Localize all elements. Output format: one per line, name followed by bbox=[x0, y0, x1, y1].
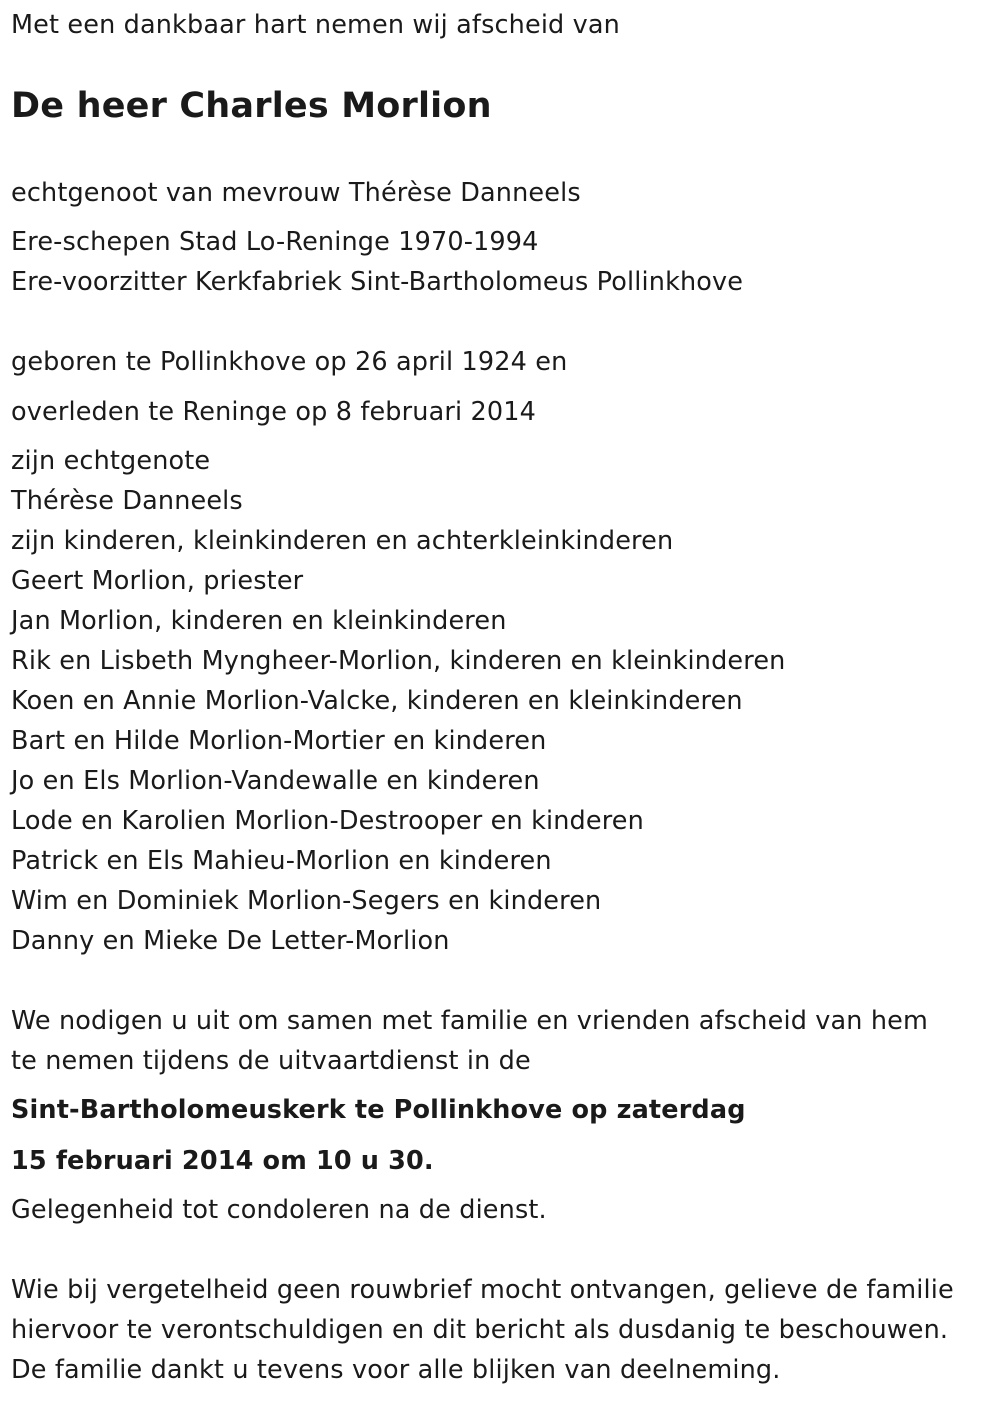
closing-line: hiervoor te verontschuldigen en dit bericht als dusdanig te beschouwen. bbox=[11, 1315, 949, 1345]
service-time: 15 februari 2014 om 10 u 30. bbox=[11, 1146, 434, 1176]
family-line: Bart en Hilde Morlion-Mortier en kinderen bbox=[11, 726, 547, 756]
family-line: Rik en Lisbeth Myngheer-Morlion, kinderen en kleinkinderen bbox=[11, 646, 786, 676]
family-line: Wim en Dominiek Morlion-Segers en kinderen bbox=[11, 886, 602, 916]
deceased-name: De heer Charles Morlion bbox=[11, 86, 492, 126]
family-line: Danny en Mieke De Letter-Morlion bbox=[11, 926, 450, 956]
closing-line: Wie bij vergetelheid geen rouwbrief mocht ontvangen, gelieve de familie bbox=[11, 1275, 954, 1305]
family-line: Patrick en Els Mahieu-Morlion en kinderen bbox=[11, 846, 552, 876]
condolences-line: Gelegenheid tot condoleren na de dienst. bbox=[11, 1195, 547, 1225]
family-line: Koen en Annie Morlion-Valcke, kinderen en kleinkinderen bbox=[11, 686, 743, 716]
intro-text: Met een dankbaar hart nemen wij afscheid van bbox=[11, 10, 620, 40]
closing-line: De familie dankt u tevens voor alle blijken van deelneming. bbox=[11, 1355, 781, 1385]
family-line: Geert Morlion, priester bbox=[11, 566, 304, 596]
invitation-line: We nodigen u uit om samen met familie en vrienden afscheid van hem bbox=[11, 1006, 929, 1036]
family-line: zijn kinderen, kleinkinderen en achterkleinkinderen bbox=[11, 526, 674, 556]
spouse-line: echtgenoot van mevrouw Thérèse Danneels bbox=[11, 178, 581, 208]
family-line: Lode en Karolien Morlion-Destrooper en kinderen bbox=[11, 806, 644, 836]
family-line: Thérèse Danneels bbox=[11, 486, 243, 516]
birth-line: geboren te Pollinkhove op 26 april 1924 en bbox=[11, 347, 568, 377]
service-location: Sint-Bartholomeuskerk te Pollinkhove op zaterdag bbox=[11, 1095, 746, 1125]
honorary-title: Ere-schepen Stad Lo-Reninge 1970-1994 bbox=[11, 227, 539, 257]
family-line: zijn echtgenote bbox=[11, 446, 211, 476]
death-line: overleden te Reninge op 8 februari 2014 bbox=[11, 397, 536, 427]
honorary-title: Ere-voorzitter Kerkfabriek Sint-Bartholomeus Pollinkhove bbox=[11, 267, 744, 297]
family-line: Jan Morlion, kinderen en kleinkinderen bbox=[11, 606, 507, 636]
invitation-line: te nemen tijdens de uitvaartdienst in de bbox=[11, 1046, 531, 1076]
family-line: Jo en Els Morlion-Vandewalle en kinderen bbox=[11, 766, 540, 796]
